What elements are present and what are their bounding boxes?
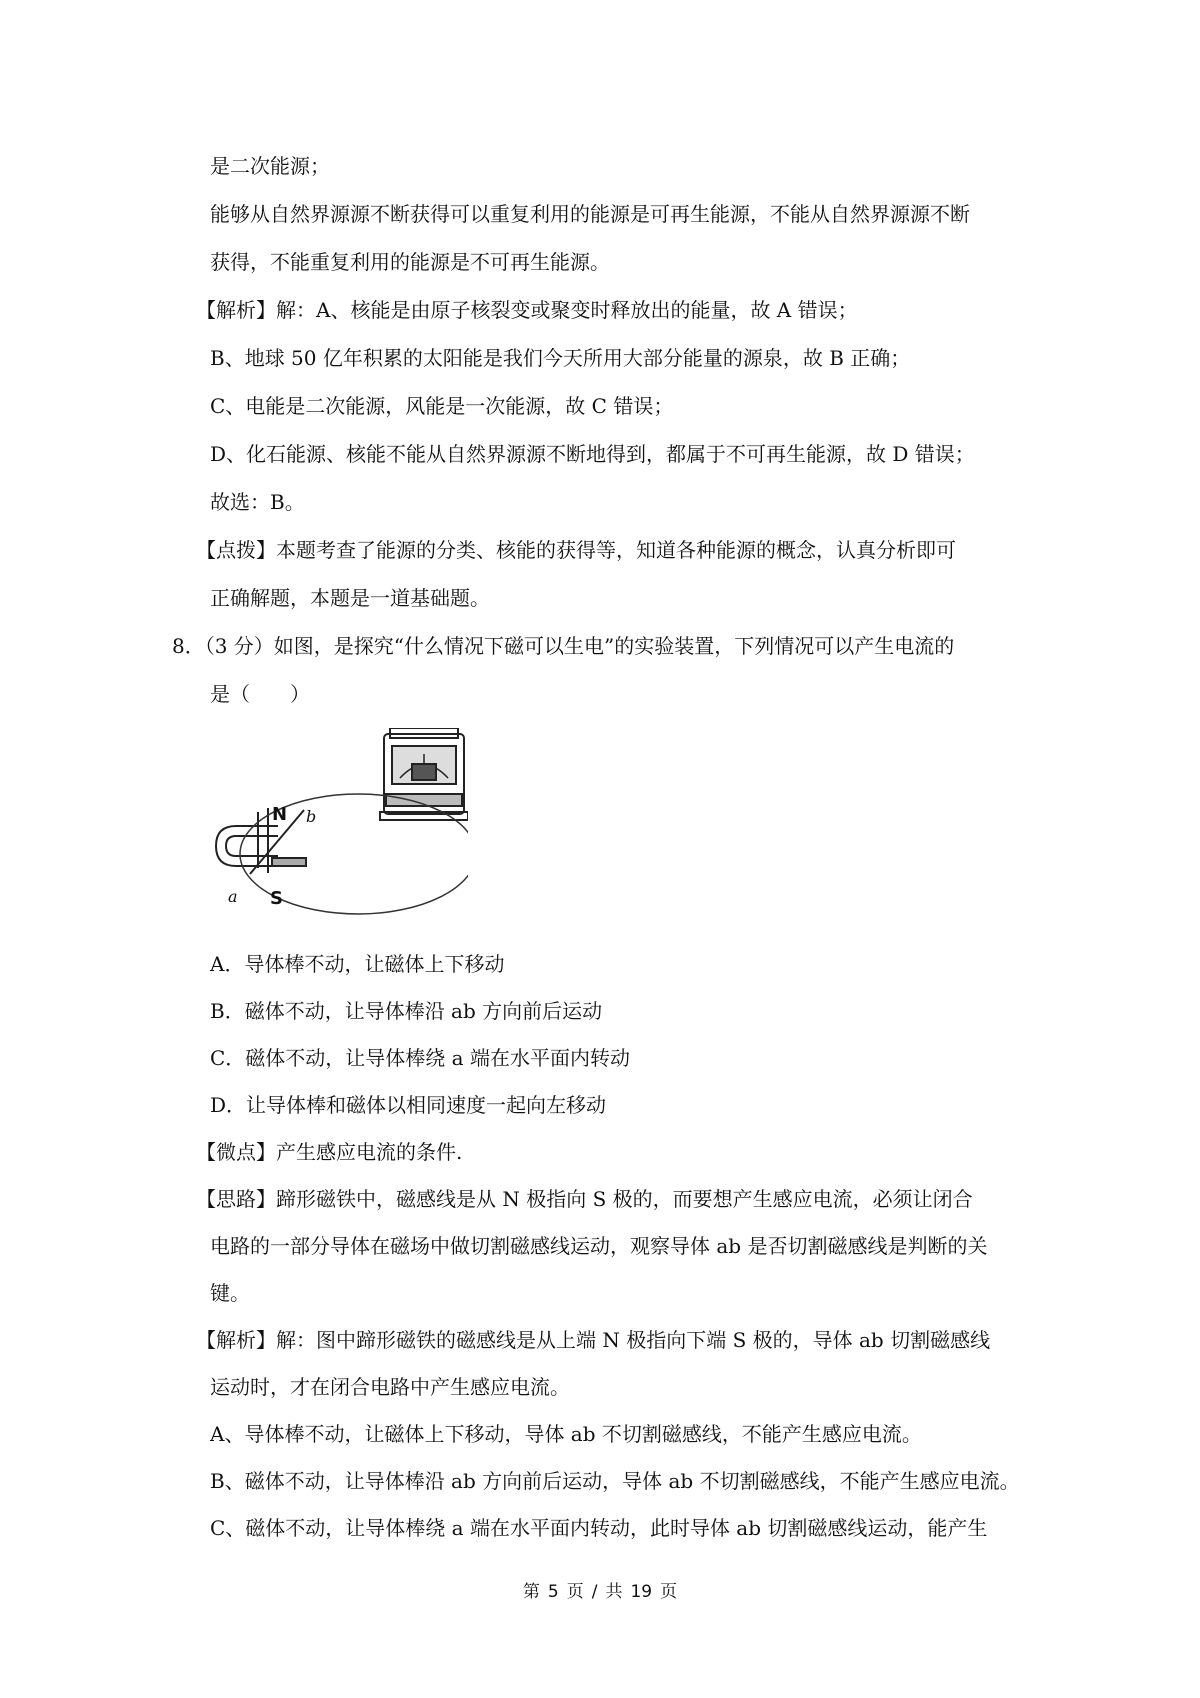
footer-total-unit: 页	[660, 1582, 678, 1602]
text-line: C、电能是二次能源，风能是一次能源，故 C 错误；	[210, 394, 674, 418]
footer-sep: /	[591, 1582, 598, 1602]
option-c: C．磁体不动，让导体棒绕 a 端在水平面内转动	[210, 1046, 630, 1070]
text-line: A、导体棒不动，让磁体上下移动，导体 ab 不切割磁感线，不能产生感应电流。	[210, 1422, 922, 1446]
pole-s-label: S	[270, 888, 283, 909]
footer-total: 19	[630, 1582, 653, 1602]
text-line: 获得，不能重复利用的能源是不可再生能源。	[210, 250, 610, 274]
text-line: 【点拨】本题考查了能源的分类、核能的获得等，知道各种能源的概念，认真分析即可	[196, 538, 956, 562]
text-line: 电路的一部分导体在磁场中做切割磁感线运动，观察导体 ab 是否切割磁感线是判断的关	[210, 1234, 988, 1258]
footer-page: 5	[547, 1582, 559, 1602]
text-line: 【解析】解：A、核能是由原子核裂变或聚变时释放出的能量，故 A 错误；	[196, 298, 858, 322]
pole-n-label: N	[272, 804, 288, 825]
text-line: 故选：B。	[210, 490, 305, 514]
question-stem: 是（ ）	[210, 682, 310, 706]
page-footer	[0, 1580, 1200, 1604]
footer-prefix: 第	[522, 1582, 540, 1602]
text-line: 正确解题，本题是一道基础题。	[210, 586, 490, 610]
text-line: 【微点】产生感应电流的条件.	[196, 1140, 463, 1164]
galvanometer	[380, 728, 468, 820]
text-line: 【解析】解：图中蹄形磁铁的磁感线是从上端 N 极指向下端 S 极的，导体 ab 切割磁感线	[196, 1328, 991, 1352]
text-line: C、磁体不动，让导体棒绕 a 端在水平面内转动，此时导体 ab 切割磁感线运动，能产生	[210, 1516, 988, 1540]
option-d: D．让导体棒和磁体以相同速度一起向左移动	[210, 1093, 607, 1117]
text-line: B、磁体不动，让导体棒沿 ab 方向前后运动，导体 ab 不切割磁感线，不能产生感应电流。	[210, 1469, 1020, 1493]
text-line: B、地球 50 亿年积累的太阳能是我们今天所用大部分能量的源泉，故 B 正确；	[210, 346, 911, 370]
text-line: 能够从自然界源源不断获得可以重复利用的能源是可再生能源，不能从自然界源源不断	[210, 202, 970, 226]
text-line: 键。	[210, 1281, 250, 1305]
text-line: 运动时，才在闭合电路中产生感应电流。	[210, 1375, 570, 1399]
text-line: D、化石能源、核能不能从自然界源源不断地得到，都属于不可再生能源，故 D 错误；	[210, 442, 975, 466]
footer-total-prefix: 共	[605, 1582, 623, 1602]
question-stem: 8．（3 分）如图，是探究“什么情况下磁可以生电”的实验装置，下列情况可以产生电流的	[172, 634, 955, 658]
experiment-figure	[208, 728, 468, 923]
footer-page-unit: 页	[566, 1582, 584, 1602]
option-b: B．磁体不动，让导体棒沿 ab 方向前后运动	[210, 999, 603, 1023]
point-b-label: b	[306, 807, 317, 826]
horseshoe-magnet	[216, 808, 278, 873]
text-line: 是二次能源；	[210, 154, 330, 178]
option-a: A．导体棒不动，让磁体上下移动	[210, 952, 505, 976]
text-line: 【思路】蹄形磁铁中，磁感线是从 N 极指向 S 极的，而要想产生感应电流，必须让闭合	[196, 1187, 973, 1211]
point-a-label: a	[228, 887, 238, 906]
